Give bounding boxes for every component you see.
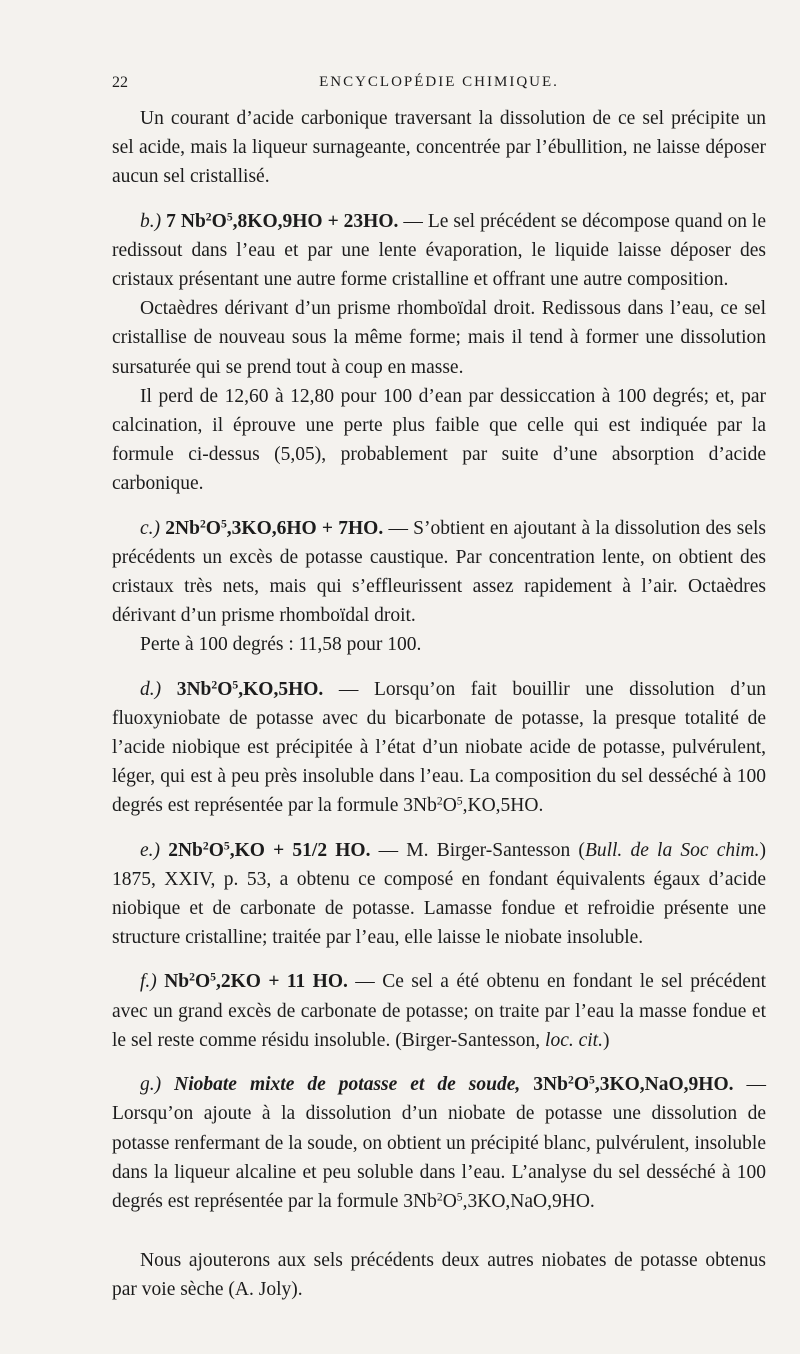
text-f: — Ce sel a été obtenu en fondant le sel précédent avec un grand excès de carbonate de potasse; on traite par l’eau la masse fondue et le sel reste comme résidu insoluble. (Birger-Santesson, loc. cit.) [112, 971, 767, 1051]
formula-d: $3Nb^2O^5,KO,5HO$. [176, 678, 324, 700]
text-g: — Lorsqu’on ajoute à la dissolution d’un niobate de potasse une dissolution de potasse renfermant de la soude, on obtient un précipité blanc, pulvérulent, insoluble dans la liqueur alcaline et peu soluble dans l’eau. L’analyse du sel desséché à 100 degrés est représentée par la formule $3Nb^2O^5,3KO,NaO,9HO$. [112, 1074, 767, 1212]
formula-c: $2Nb^2O^5,3KO,6HO + 7HO$. [165, 517, 384, 539]
formula-b: 7 $Nb^2O^5,8KO,9HO + 23HO$. [166, 210, 399, 232]
running-header [112, 74, 766, 98]
paragraph-b-octaedres: Octaèdres dérivant d’un prisme rhomboïdal droit. Redissous dans l’eau, ce sel cristallise de nouveau sous la même forme; mais il tend à former une dissolution sursaturée qui se prend tout à coup en masse. [112, 298, 766, 378]
text-b: — Le sel précédent se décompose quand on le redissout dans l’eau et par une lente évaporation, le liquide laisse déposer des cristaux présentant une autre forme cristalline et offrant une autre composition. [112, 210, 767, 291]
running-title: ENCYCLOPÉDIE CHIMIQUE. [319, 74, 559, 90]
formula-e: $2Nb^2O^5,KO + 51/2$ HO. [168, 839, 371, 861]
item-label-c: c.) [140, 517, 161, 539]
compound-title-g: Niobate mixte de potasse et de soude, [174, 1074, 521, 1096]
paragraph-c-loss: Perte à 100 degrés : 11,58 pour 100. [140, 634, 422, 656]
paragraph-f [112, 967, 766, 1055]
reference-bull-soc-chim: Bull. de la Soc chim. [584, 839, 760, 861]
paragraph-c [112, 514, 766, 631]
paragraph-intro: Un courant d’acide carbonique traversant la dissolution de ce sel précipite un sel acide, mais la liqueur surnageante, concentrée par l’ébullition, ne laisse déposer aucun sel cristallisé. [112, 108, 766, 188]
paragraph-final: Nous ajouterons aux sels précédents deux autres niobates de potasse obtenus par voie sèche (A. Joly). [112, 1250, 766, 1301]
paragraph-b-loss: Il perd de 12,60 à 12,80 pour 100 d’ean par dessiccation à 100 degrés; et, par calcination, il éprouve une perte plus faible que celle qui est indiquée par la formule ci-dessus (5,05), probablement par suite d’une absorption d’acide carbonique. [112, 385, 766, 495]
text-c: — S’obtient en ajoutant à la dissolution des sels précédents un excès de potasse caustique. Par concentration lente, on obtient des cristaux très nets, mais qui s’effleurissent assez rapidement à l’air. Octaèdres dérivant d’un prisme rhomboïdal droit. [112, 517, 766, 627]
page-number: 22 [112, 74, 128, 91]
text-d: — Lorsqu’on fait bouillir une dissolution d’un fluoxyniobate de potasse avec du bicarbonate de potasse, la presque totalité de l’acide niobique est précipitée à l’état d’un niobate acide de potasse, pulvérulent, léger, qui est à peu près insoluble dans l’eau. La composition du sel desséché à 100 degrés est représentée par la formule $3Nb^2O^5,KO,5HO$. [112, 678, 767, 817]
item-label-d: d.) [140, 678, 162, 700]
paragraph-g [112, 1070, 766, 1216]
formula-g: $3Nb^2O^5,3KO,NaO,9HO$. [520, 1073, 734, 1096]
item-label-e: e.) [140, 839, 161, 861]
paragraph-b [112, 207, 766, 295]
text-e: — M. Birger-Santesson (Bull. de la Soc chim.) 1875, XXIV, p. 53, a obtenu ce composé en fondant équivalents égaux d’acide niobique et de carbonate de potasse. Lamasse fondue et refroidie présente une structure cristalline; traitée par l’eau, elle laisse le niobate insoluble. [112, 839, 766, 949]
formula-f: $Nb^2O^5,2KO + 11$ HO. [164, 971, 348, 993]
paragraph-e [112, 836, 766, 953]
item-label-b: b.) [140, 210, 162, 232]
item-label-f: f.) [140, 971, 157, 993]
reference-loc-cit: loc. cit. [545, 1029, 603, 1051]
item-label-g: g.) [140, 1074, 162, 1096]
paragraph-d [112, 675, 766, 821]
body-text [112, 104, 766, 1305]
